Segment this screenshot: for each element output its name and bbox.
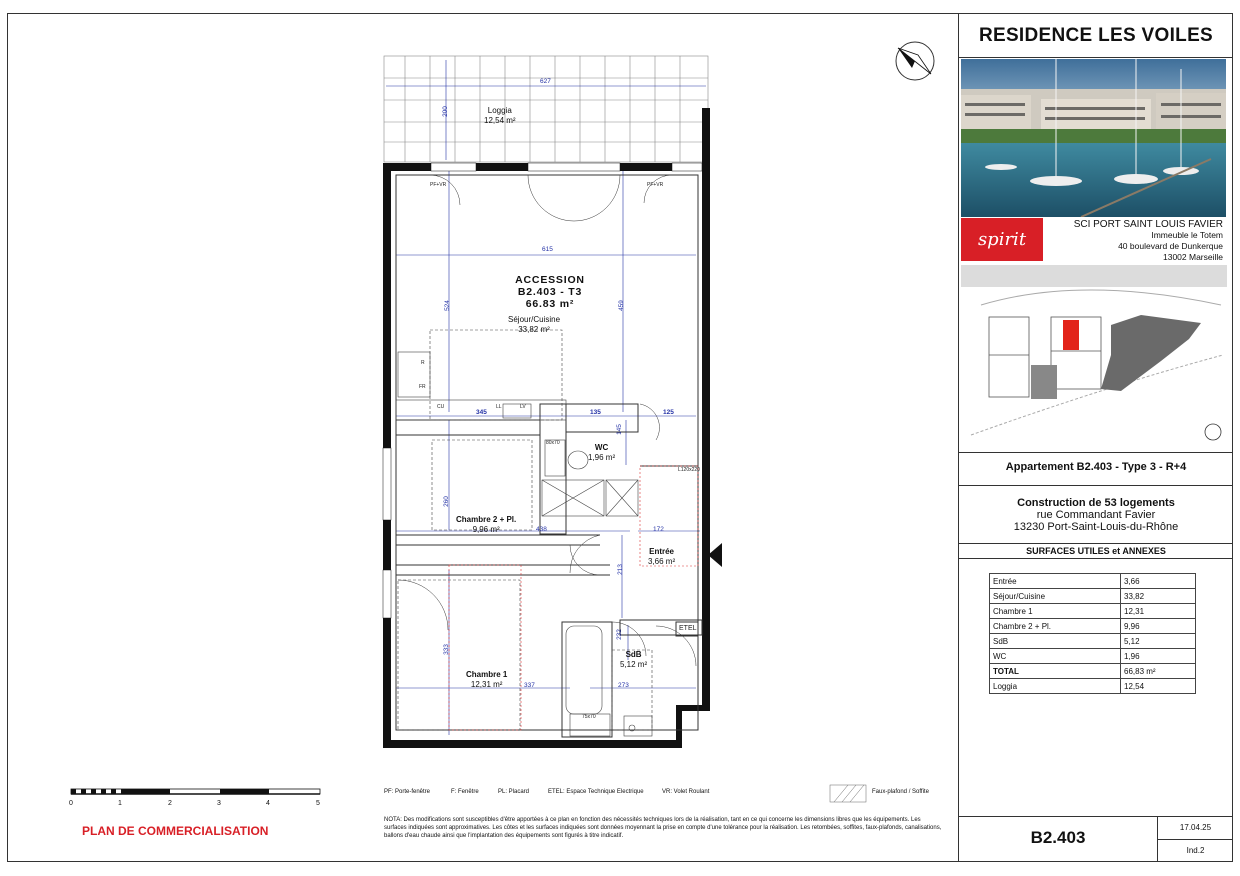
surfaces-title: SURFACES UTILES et ANNEXES: [1026, 546, 1166, 556]
interior-walls: [396, 175, 702, 737]
label-lv: LV: [520, 404, 526, 410]
hatch-legend-swatch: [830, 785, 866, 802]
site-plan: [961, 265, 1227, 445]
room-area: 33,82 m²: [518, 325, 550, 334]
room-area: 1,96 m²: [588, 453, 616, 462]
construction-title: Construction de 53 logements: [1017, 497, 1175, 509]
room-chambre1: [466, 670, 507, 690]
room-area: 5,12 m²: [620, 660, 648, 669]
legend-f: F: Fenêtre: [451, 789, 479, 795]
dim-273: 273: [618, 682, 629, 689]
dim-459: 459: [617, 300, 625, 311]
dim-145: 145: [615, 424, 623, 435]
room-name: Entrée: [649, 547, 675, 556]
label-cu: CU: [437, 404, 445, 410]
developer-city: 13002 Marseille: [1162, 252, 1223, 262]
scale-tick-0: 0: [69, 800, 73, 807]
room-area: 12,54 m²: [484, 116, 516, 125]
dim-615: 615: [542, 246, 553, 253]
table-row: Chambre 2 + Pl. 9,96: [990, 619, 1196, 634]
brand-logo: spirit: [961, 218, 1043, 261]
developer-address: 40 boulevard de Dunkerque: [1118, 241, 1223, 251]
dim-172: 172: [653, 526, 664, 533]
label-pfvr-left: PF+VR: [430, 182, 447, 188]
room-area: 9,96 m²: [472, 525, 500, 534]
surfaces-table: [989, 573, 1196, 694]
exterior-walls: [383, 108, 710, 748]
room-wc: [588, 443, 615, 463]
table-row: Entrée 3,66: [990, 574, 1196, 589]
room-name: Loggia: [487, 106, 512, 115]
dim-524: 524: [443, 300, 451, 311]
label-pfvr-right: PF+VR: [647, 182, 664, 188]
room-area: 12,31 m²: [470, 680, 503, 689]
legend-vr: VR: Volet Roulant: [662, 789, 710, 795]
table-row: SdB 5,12: [990, 634, 1196, 649]
room-sejour: [508, 315, 560, 335]
room-name: SdB: [625, 650, 642, 659]
apartment-reference: B2.403: [1030, 828, 1086, 847]
legend-pf: PF: Porte-fenêtre: [384, 789, 431, 795]
accession-label: ACCESSION B2.403 - T3 66.83 m²: [515, 274, 585, 310]
legend-faux-plafond: Faux-plafond / Soffite: [872, 789, 929, 795]
dim-627: 627: [540, 78, 551, 85]
scale-tick-1: 1: [118, 800, 122, 807]
developer-info: [1074, 219, 1223, 263]
scale-bar: [71, 789, 320, 794]
label-80x70: 80x70: [546, 440, 560, 446]
scale-tick-3: 3: [217, 800, 221, 807]
residence-photo: [961, 59, 1226, 217]
dim-438: 438: [536, 526, 547, 533]
dim-260: 260: [442, 496, 450, 507]
fixtures: [396, 330, 698, 736]
room-name: WC: [594, 443, 609, 452]
developer-building: Immeuble le Totem: [1151, 230, 1223, 240]
disclaimer-note: NOTA: Des modifications sont susceptibles d'être apportées à ce plan en fonction des nécessités techniques lors de la réalisation, tant en ce qui concerne les dimensions libres que les équipements. Les surfaces indiquées sont approximatives. Les côtes et les surfaces indiquées sont données moyennant la prise en compte d'une tolérance pour la réalisation. Les retombées, soffites, faux-plafonds, canalisations, ballons d'eau chaude ainsi que l'implantation des équipements sont figurés à titre indicatif.: [384, 817, 942, 839]
north-arrow-icon: [896, 42, 934, 80]
legend-pl: PL: Placard: [498, 789, 530, 795]
total-row: TOTAL 66,83 m²: [990, 664, 1196, 679]
label-etel: ETEL: [679, 625, 697, 632]
title-block: [958, 13, 1233, 862]
room-entree: [648, 547, 675, 567]
annex-row: Loggia 12,54: [990, 679, 1196, 694]
label-l120: L120x220: [678, 467, 700, 473]
residence-title: RESIDENCE LES VOILES: [978, 25, 1214, 46]
label-75x70: 75x70: [582, 714, 596, 720]
table-row: WC 1,96: [990, 649, 1196, 664]
developer-name: SCI PORT SAINT LOUIS FAVIER: [1073, 219, 1223, 230]
construction-info: [959, 497, 1233, 533]
dim-345: 345: [476, 409, 487, 416]
dim-232: 232: [615, 629, 623, 640]
scale-tick-4: 4: [266, 800, 270, 807]
dim-337: 337: [524, 682, 535, 689]
plan-title: PLAN DE COMMERCIALISATION: [82, 824, 269, 838]
room-name: Chambre 1: [466, 670, 508, 679]
dim-333: 333: [442, 644, 450, 655]
loggia-grid: [384, 56, 708, 162]
room-name: Séjour/Cuisine: [508, 315, 561, 324]
scale-tick-5: 5: [316, 800, 320, 807]
dim-213: 213: [616, 564, 624, 575]
dim-200: 200: [441, 106, 449, 117]
room-name: Chambre 2 + Pl.: [456, 515, 517, 524]
legend-etel: ETEL: Espace Technique Electrique: [548, 789, 644, 795]
entrance-arrow: [708, 543, 722, 567]
dim-125: 125: [663, 409, 674, 416]
label-ll: LL: [496, 404, 502, 410]
apartment-title: Appartement B2.403 - Type 3 - R+4: [1005, 461, 1187, 473]
label-r: R: [421, 360, 425, 366]
room-chambre2: [456, 515, 516, 535]
construction-city: 13230 Port-Saint-Louis-du-Rhône: [1013, 521, 1179, 533]
revision-date: 17.04.25: [1179, 823, 1212, 832]
room-sdb: [620, 650, 647, 670]
dim-135: 135: [590, 409, 601, 416]
table-row: Séjour/Cuisine 33,82: [990, 589, 1196, 604]
table-row: Chambre 1 12,31: [990, 604, 1196, 619]
room-area: 3,66 m²: [648, 557, 676, 566]
room-loggia: [484, 106, 516, 126]
dimension-lines: [386, 60, 706, 735]
label-fr: FR: [419, 384, 426, 390]
scale-tick-2: 2: [168, 800, 172, 807]
revision-index: Ind.2: [1186, 846, 1205, 855]
construction-street: rue Commandant Favier: [1036, 509, 1156, 521]
